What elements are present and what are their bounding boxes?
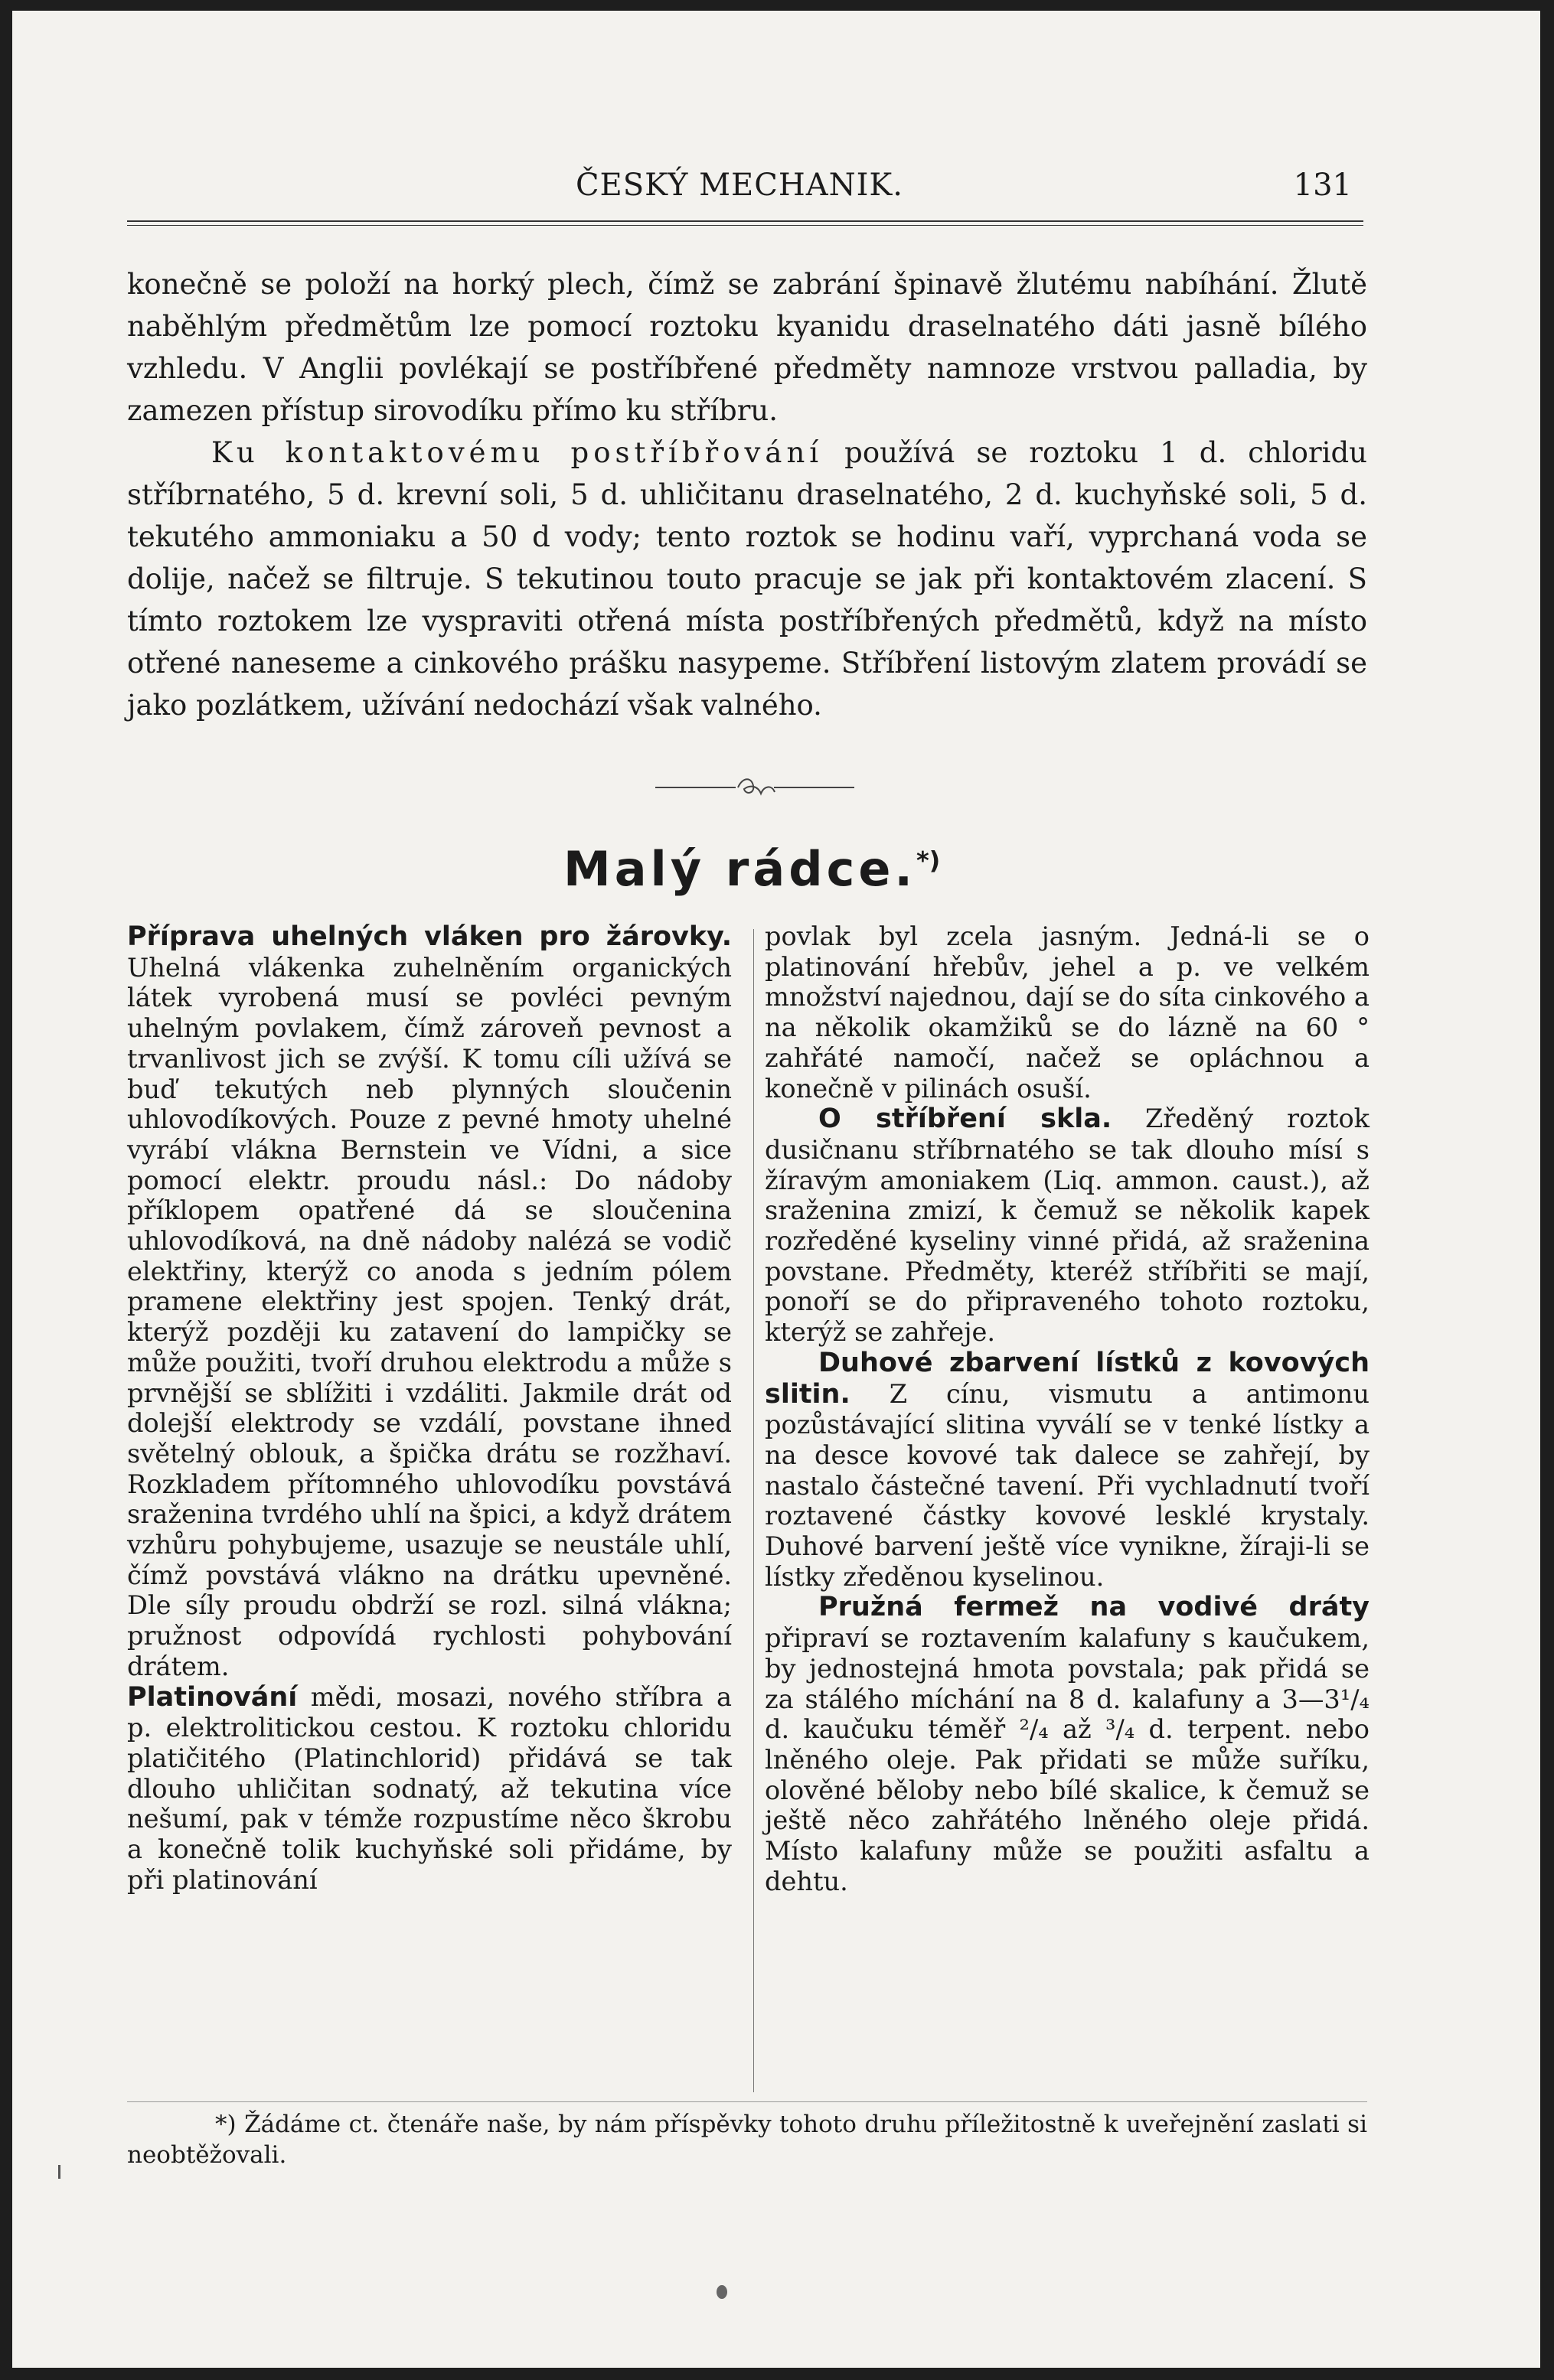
intro-paragraph-2 xyxy=(127,432,1367,726)
spaced-phrase: Ku kontaktovému postříbřování xyxy=(211,436,824,469)
article-platinovani xyxy=(127,1682,732,1896)
column-rule xyxy=(753,929,754,2092)
article-duhove-zbarveni xyxy=(765,1348,1370,1593)
left-column xyxy=(127,921,732,1896)
page-header xyxy=(127,168,1352,214)
section-title-text: Malý rádce. xyxy=(563,841,916,897)
article-text: připraví se roztavením kalafuny s kaučukem, by jednostejná hmota povstala; pak přidá se za stálého míchání na 8 d. kalafuny a 3—3¹/₄ d. kaučuku téměř ²/₄ až ³/₄ d. terpent. nebo lněného oleje. Pak přidati se může suříku, olověné běloby nebo bílé skalice, k čemuž se ještě něco zahřátého lněného oleje přidá. Místo kalafuny může se použiti asfaltu a dehtu. xyxy=(765,1623,1370,1896)
intro-paragraph-2-text: používá se roztoku 1 d. chloridu stříbrnatého, 5 d. krevní soli, 5 d. uhličitanu draselnatého, 2 d. kuchyňské soli, 5 d. tekutého ammoniaku a 50 d vody; tento roztok se hodinu vaří, vyprchaná voda se dolije, načež se filtruje. S tekutinou touto pracuje se jak při kontaktovém zlacení. S tímto roztokem lze vyspraviti otřená místa postříbřených předmětů, když na místo otřené naneseme a cinkového prášku nasypeme. Stříbření listovým zlatem provádí se jako pozlátkem, užívání nedochází však valného. xyxy=(127,436,1367,722)
intro-paragraph-1: konečně se položí na horký plech, čímž se zabrání špinavě žlutému nabíhání. Žlutě naběhlým předmětům lze pomocí roztoku kyanidu draselnatého dáti jasně bílého vzhledu. V Anglii povlékají se postříbřené předměty namnoze vrstvou palladia, by zamezen přístup sirovodíku přímo ku stříbru. xyxy=(127,268,1367,427)
footnote xyxy=(127,2109,1367,2170)
intro-text xyxy=(127,263,1367,726)
paper-speck xyxy=(58,2165,60,2179)
article-heading: Příprava uhelných vláken pro žárovky. xyxy=(127,921,732,952)
paper-speck xyxy=(717,2285,727,2299)
article-text: Z cínu, vismutu a antimonu pozůstávající slitina vyválí se v tenké lístky a na desce kovové tak dalece se zahřejí, by nastalo částečné tavení. Při vychladnutí tvoří roztavené částky kovové lesklé krystaly. Duhové barvení ještě více vynikne, žíraji-li se lístky zředěnou kyselinou. xyxy=(765,1378,1370,1592)
article-heading: O stříbření skla. xyxy=(818,1104,1112,1135)
article-text: Zředěný roztok dusičnanu stříbrnatého se tak dlouho mísí s žíravým amoniakem (Liq. ammon. caust.), až sraženina zmizí, k čemuž se několik kapek rozředěné kyseliny vinné přidá, až sraženina povstane. Předměty, kteréž stříbřiti se mají, ponoří se do připraveného tohoto roztoku, kterýž se zahřeje. xyxy=(765,1104,1370,1348)
section-title-mark: *) xyxy=(916,846,941,875)
article-heading: Platinování xyxy=(127,1681,298,1713)
section-title xyxy=(563,841,1023,897)
article-stribreni-skla xyxy=(765,1104,1370,1348)
footnote-text: Žádáme ct. čtenáře naše, by nám příspěvky tohoto druhu příležitostně k uveřejnění zaslati si neobtěžovali. xyxy=(127,2111,1367,2169)
article-pruzna-fermez xyxy=(765,1592,1370,1896)
right-column xyxy=(765,921,1370,1897)
footnote-rule xyxy=(127,2101,1367,2102)
article-heading: Pružná fermež na vodivé dráty xyxy=(818,1592,1370,1623)
footnote-mark: *) xyxy=(215,2111,237,2138)
article-text: Uhelná vlákenka zuhelněním organických látek vyrobená musí se povléci pevným uhelným povlakem, čímž zároveň pevnost a trvanlivost jich se zvýší. K tomu cíli užívá se buď tekutých neb plynných sloučenin uhlovodíkových. Pouze z pevné hmoty uhelné vyrábí vlákna Bernstein ve Vídni, a sice pomocí elektr. proudu násl.: Do nádoby příklopem opatřené dá se sloučenina uhlovodíková, na dně nádoby nalézá se vodič elektřiny, kterýž co anoda s jedním pólem pramene elektřiny jest spojen. Tenký drát, kterýž později ku zatavení do lampičky se může použiti, tvoří druhou elektrodu a může s prvnější se sblížiti i vzdáliti. Jakmile drát od dolejší elektrody se vzdálí, povstane ihned světelný oblouk, a špička drátu se rozžhaví. Rozkladem přítomného uhlovodíku povstává sraženina tvrdého uhlí na špici, a když drátem vzhůru pohybujeme, usazuje se neustále uhlí, čímž povstává vlákno na drátku upevněné. Dle síly proudu obdrží se rozl. silná vlákna; pružnost odpovídá rychlosti pohybování drátem. xyxy=(127,952,732,1681)
article-text: povlak byl zcela jasným. Jedná-li se o platinování hřebův, jehel a p. ve velkém množství najednou, dají se do síta cinkového a na několik okamžiků se do lázně na 60 ° zahřáté namočí, načež se opláchnou a konečně v pilinách osuší. xyxy=(765,921,1370,1104)
header-rule xyxy=(127,220,1363,226)
article-uhelna-vlakna xyxy=(127,921,732,1682)
ornament-divider xyxy=(655,772,854,803)
running-title: ČESKÝ MECHANIK. xyxy=(575,168,904,203)
article-heading: Duhové zbarvení lístků z kovových slitin. xyxy=(765,1347,1370,1410)
book-page xyxy=(12,11,1540,2368)
article-platinovani-continued xyxy=(765,921,1370,1104)
page-number: 131 xyxy=(1293,168,1352,203)
article-text: mědi, mosazi, nového stříbra a p. elektrolitickou cestou. K roztoku chloridu platičitého (Platinchlorid) přidává se tak dlouho uhličitan sodnatý, až tekutina více nešumí, pak v témže rozpustíme něco škrobu a konečně tolik kuchyňské soli přidáme, by při platinování xyxy=(127,1681,732,1895)
